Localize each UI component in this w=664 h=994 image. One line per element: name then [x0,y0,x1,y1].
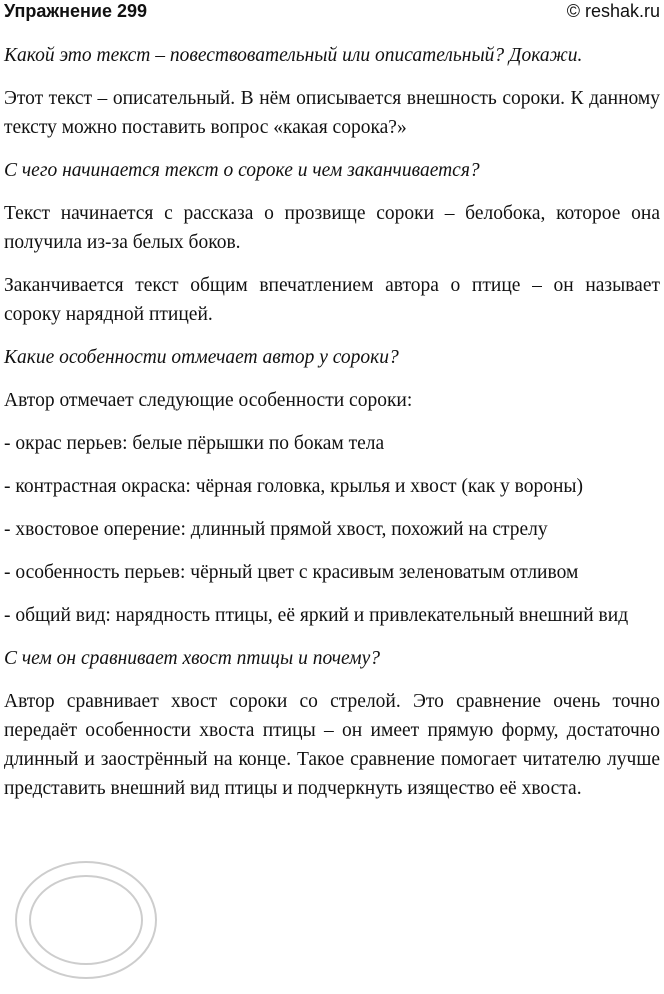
list-item: - контрастная окраска: чёрная головка, крылья и хвост (как у вороны) [4,476,584,497]
question-paragraph: Какие особенности отмечает автор у сороки? [4,347,399,368]
site-brand: © reshak.ru [566,1,660,21]
question-paragraph: Какой это текст – повествовательный или описательный? Докажи. [4,45,583,66]
answer-paragraph: Этот текст – описательный. В нём описывается внешность сороки. К данному тексту можно поставить вопрос «какая сорока?» [4,88,660,138]
watermark-stamp [6,850,166,990]
list-item: - окрас перьев: белые пёрышки по бокам тела [4,433,385,454]
list-item: - общий вид: нарядность птицы, её яркий и привлекательный внешний вид [4,605,629,626]
list-item: - хвостовое оперение: длинный прямой хвост, похожий на стрелу [4,519,548,540]
list-item: - особенность перьев: чёрный цвет с красивым зеленоватым отливом [4,562,579,583]
answer-paragraph: Текст начинается с рассказа о прозвище сороки – белобока, которое она получила из-за белых боков. [4,203,660,253]
answer-paragraph: Автор сравнивает хвост сороки со стрелой. Это сравнение очень точно передаёт особенности хвоста птицы – он имеет прямую форму, достаточно длинный и заострённый на конце. Такое сравнение помогает читателю лучше представить внешний вид птицы и подчеркнуть изящество её хвоста. [4,691,660,799]
question-paragraph: С чего начинается текст о сороке и чем заканчивается? [4,160,480,181]
answer-paragraph: Автор отмечает следующие особенности сороки: [4,390,413,411]
answer-paragraph: Заканчивается текст общим впечатлением автора о птице – он называет сороку нарядной птицей. [4,275,660,325]
exercise-title: Упражнение 299 [4,1,148,21]
exercise-content [4,41,660,817]
question-paragraph: С чем он сравнивает хвост птицы и почему? [4,648,381,669]
page-header [0,0,664,26]
